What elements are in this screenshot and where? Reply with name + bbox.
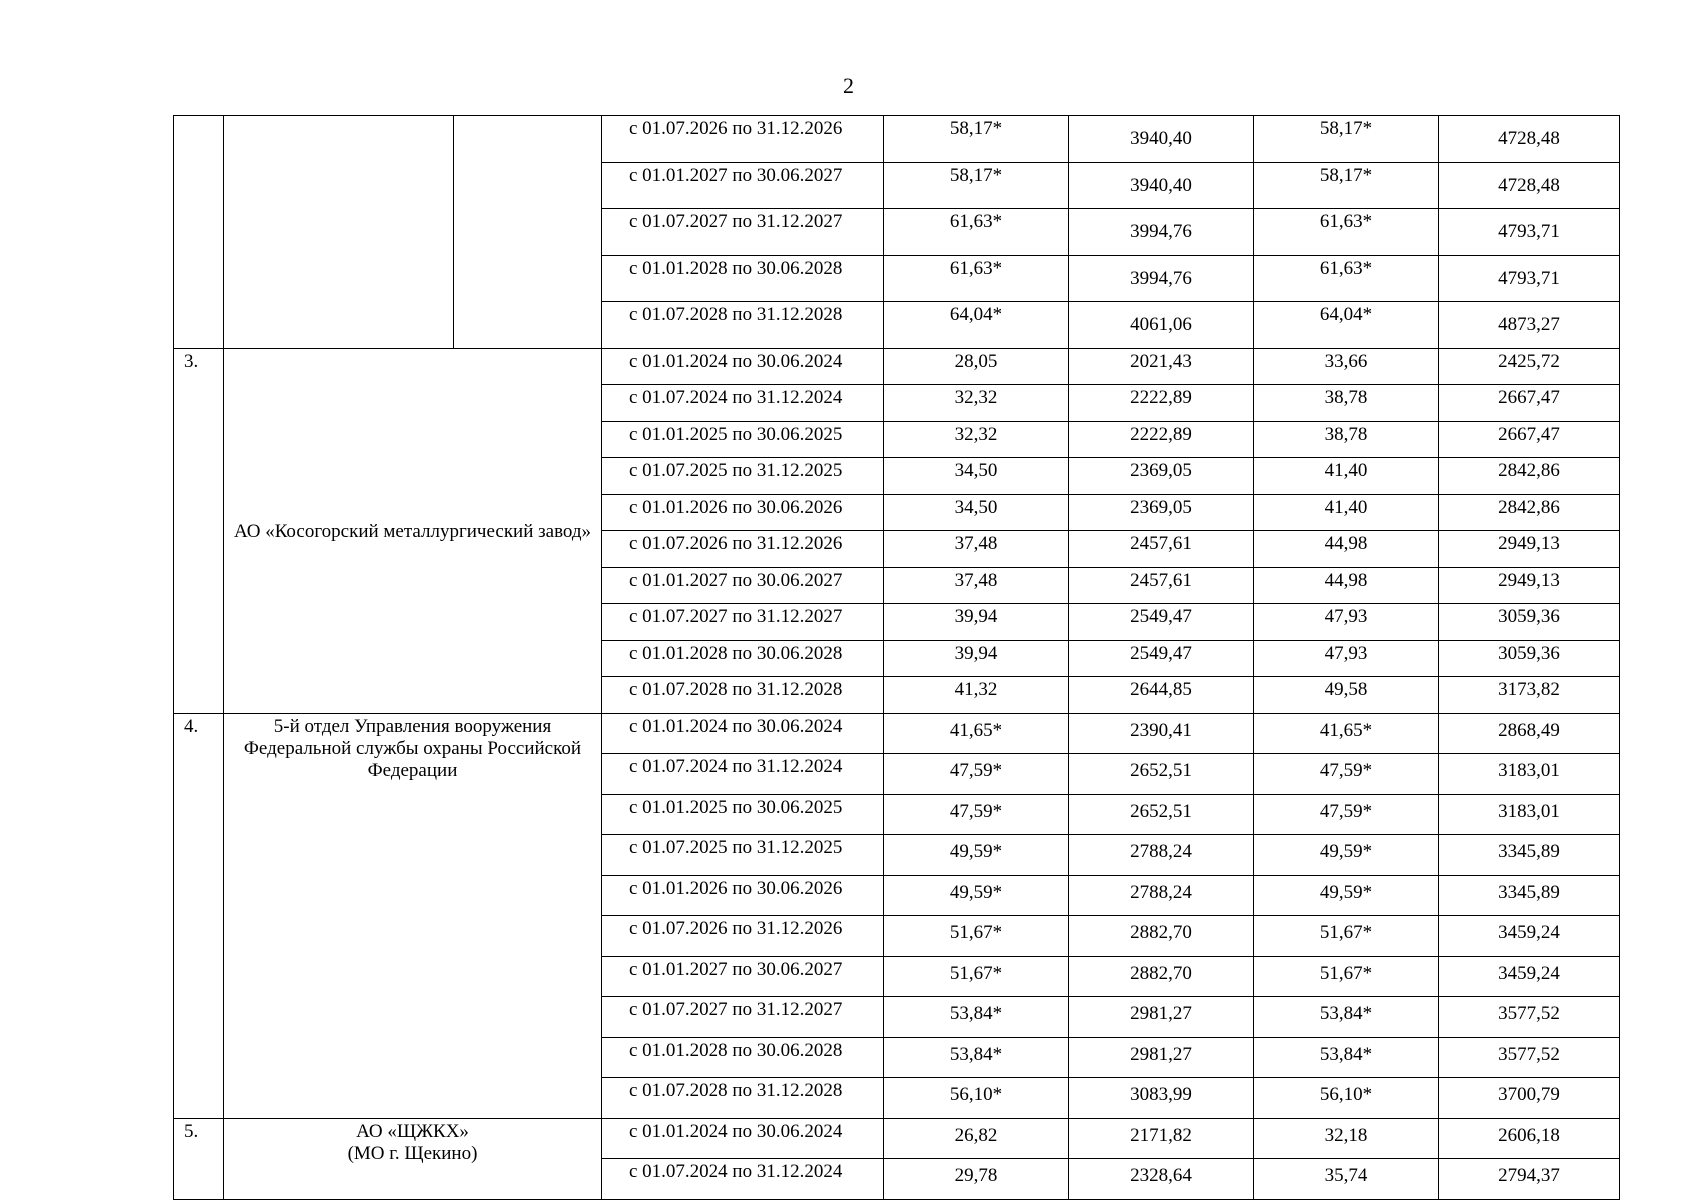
value-cell: 28,05: [884, 348, 1069, 385]
value-cell: 64,04*: [884, 302, 1069, 349]
value-cell: 51,67*: [884, 916, 1069, 957]
value-cell: 2328,64: [1069, 1159, 1254, 1200]
value-cell: 4793,71: [1439, 255, 1620, 302]
value-cell: 3577,52: [1439, 997, 1620, 1038]
value-cell: 2882,70: [1069, 916, 1254, 957]
value-cell: 4873,27: [1439, 302, 1620, 349]
value-cell: 3459,24: [1439, 956, 1620, 997]
organization-name: 5-й отдел Управления вооружения Федеральной службы охраны Российской Федерации: [224, 713, 602, 1118]
value-cell: 32,18: [1254, 1118, 1439, 1159]
value-cell: 2457,61: [1069, 567, 1254, 604]
value-cell: 3994,76: [1069, 255, 1254, 302]
value-cell: 26,82: [884, 1118, 1069, 1159]
value-cell: 61,63*: [884, 255, 1069, 302]
value-cell: 3700,79: [1439, 1078, 1620, 1119]
value-cell: 41,32: [884, 677, 1069, 714]
value-cell: 3940,40: [1069, 162, 1254, 209]
value-cell: 2842,86: [1439, 458, 1620, 495]
value-cell: 3083,99: [1069, 1078, 1254, 1119]
value-cell: 2882,70: [1069, 956, 1254, 997]
period-cell: с 01.07.2027 по 31.12.2027: [602, 997, 884, 1038]
value-cell: 2981,27: [1069, 997, 1254, 1038]
value-cell: 2171,82: [1069, 1118, 1254, 1159]
period-cell: с 01.07.2024 по 31.12.2024: [602, 1159, 884, 1200]
period-cell: с 01.01.2024 по 30.06.2024: [602, 1118, 884, 1159]
value-cell: 3173,82: [1439, 677, 1620, 714]
period-cell: с 01.07.2024 по 31.12.2024: [602, 385, 884, 422]
value-cell: 2369,05: [1069, 494, 1254, 531]
value-cell: 3345,89: [1439, 875, 1620, 916]
period-cell: с 01.07.2024 по 31.12.2024: [602, 754, 884, 795]
value-cell: 34,50: [884, 458, 1069, 495]
value-cell: 53,84*: [884, 997, 1069, 1038]
row-number: 5.: [174, 1118, 224, 1199]
value-cell: 4793,71: [1439, 209, 1620, 256]
value-cell: 3345,89: [1439, 835, 1620, 876]
value-cell: 2369,05: [1069, 458, 1254, 495]
value-cell: 2788,24: [1069, 875, 1254, 916]
value-cell: 41,65*: [1254, 713, 1439, 754]
page-number: 2: [843, 73, 854, 98]
value-cell: 47,59*: [1254, 794, 1439, 835]
value-cell: 2667,47: [1439, 421, 1620, 458]
value-cell: 3577,52: [1439, 1037, 1620, 1078]
value-cell: 2949,13: [1439, 531, 1620, 568]
value-cell: 33,66: [1254, 348, 1439, 385]
period-cell: с 01.01.2028 по 30.06.2028: [602, 640, 884, 677]
value-cell: 38,78: [1254, 385, 1439, 422]
period-cell: с 01.01.2026 по 30.06.2026: [602, 494, 884, 531]
value-cell: 51,67*: [1254, 916, 1439, 957]
organization-location-line: (МО г. Щекино): [347, 1142, 478, 1164]
value-cell: 41,40: [1254, 458, 1439, 495]
value-cell: 2794,37: [1439, 1159, 1620, 1200]
table-row: [174, 1118, 1620, 1159]
value-cell: 47,59*: [1254, 754, 1439, 795]
value-cell: 37,48: [884, 531, 1069, 568]
tariff-table: [173, 115, 1620, 1200]
table-row: [174, 348, 1620, 385]
value-cell: 56,10*: [1254, 1078, 1439, 1119]
period-cell: с 01.07.2028 по 31.12.2028: [602, 677, 884, 714]
value-cell: 4728,48: [1439, 162, 1620, 209]
value-cell: 3994,76: [1069, 209, 1254, 256]
period-cell: с 01.07.2026 по 31.12.2026: [602, 916, 884, 957]
empty-cell: [454, 116, 602, 349]
row-number: 4.: [174, 713, 224, 1118]
value-cell: 2222,89: [1069, 421, 1254, 458]
value-cell: 2644,85: [1069, 677, 1254, 714]
row-number: [174, 116, 224, 349]
period-cell: с 01.01.2025 по 30.06.2025: [602, 421, 884, 458]
value-cell: 2549,47: [1069, 604, 1254, 641]
value-cell: 39,94: [884, 640, 1069, 677]
value-cell: 3059,36: [1439, 604, 1620, 641]
value-cell: 49,59*: [1254, 875, 1439, 916]
value-cell: 2667,47: [1439, 385, 1620, 422]
value-cell: 58,17*: [1254, 116, 1439, 163]
value-cell: 44,98: [1254, 531, 1439, 568]
value-cell: 47,93: [1254, 604, 1439, 641]
organization-name: [224, 116, 454, 349]
table-row: [174, 713, 1620, 754]
row-number: 3.: [174, 348, 224, 713]
value-cell: 61,63*: [1254, 209, 1439, 256]
value-cell: 2457,61: [1069, 531, 1254, 568]
value-cell: 61,63*: [1254, 255, 1439, 302]
period-cell: с 01.01.2027 по 30.06.2027: [602, 567, 884, 604]
period-cell: с 01.01.2028 по 30.06.2028: [602, 255, 884, 302]
value-cell: 29,78: [884, 1159, 1069, 1200]
value-cell: 2788,24: [1069, 835, 1254, 876]
value-cell: 2222,89: [1069, 385, 1254, 422]
value-cell: 3183,01: [1439, 794, 1620, 835]
value-cell: 2981,27: [1069, 1037, 1254, 1078]
value-cell: 32,32: [884, 385, 1069, 422]
period-cell: с 01.01.2027 по 30.06.2027: [602, 162, 884, 209]
value-cell: 3459,24: [1439, 916, 1620, 957]
value-cell: 2390,41: [1069, 713, 1254, 754]
value-cell: 3940,40: [1069, 116, 1254, 163]
period-cell: с 01.07.2027 по 31.12.2027: [602, 209, 884, 256]
value-cell: 2549,47: [1069, 640, 1254, 677]
period-cell: с 01.07.2025 по 31.12.2025: [602, 835, 884, 876]
value-cell: 3183,01: [1439, 754, 1620, 795]
value-cell: 2606,18: [1439, 1118, 1620, 1159]
period-cell: с 01.01.2024 по 30.06.2024: [602, 348, 884, 385]
value-cell: 4061,06: [1069, 302, 1254, 349]
value-cell: 2949,13: [1439, 567, 1620, 604]
table-row: [174, 116, 1620, 163]
period-cell: с 01.07.2025 по 31.12.2025: [602, 458, 884, 495]
value-cell: 2842,86: [1439, 494, 1620, 531]
period-cell: с 01.01.2027 по 30.06.2027: [602, 956, 884, 997]
value-cell: 58,17*: [884, 162, 1069, 209]
value-cell: 58,17*: [1254, 162, 1439, 209]
value-cell: 34,50: [884, 494, 1069, 531]
organization-name: [224, 1118, 602, 1199]
period-cell: с 01.01.2026 по 30.06.2026: [602, 875, 884, 916]
value-cell: 64,04*: [1254, 302, 1439, 349]
period-cell: с 01.01.2024 по 30.06.2024: [602, 713, 884, 754]
period-cell: с 01.01.2028 по 30.06.2028: [602, 1037, 884, 1078]
period-cell: с 01.07.2028 по 31.12.2028: [602, 302, 884, 349]
period-cell: с 01.01.2025 по 30.06.2025: [602, 794, 884, 835]
value-cell: 56,10*: [884, 1078, 1069, 1119]
value-cell: 51,67*: [884, 956, 1069, 997]
value-cell: 37,48: [884, 567, 1069, 604]
value-cell: 47,93: [1254, 640, 1439, 677]
value-cell: 41,40: [1254, 494, 1439, 531]
value-cell: 47,59*: [884, 754, 1069, 795]
organization-name-line: АО «ЩЖКХ»: [356, 1120, 469, 1142]
value-cell: 32,32: [884, 421, 1069, 458]
organization-name: АО «Косогорский металлургический завод»: [224, 348, 602, 713]
value-cell: 53,84*: [884, 1037, 1069, 1078]
value-cell: 2868,49: [1439, 713, 1620, 754]
value-cell: 2652,51: [1069, 794, 1254, 835]
value-cell: 49,58: [1254, 677, 1439, 714]
period-cell: с 01.07.2028 по 31.12.2028: [602, 1078, 884, 1119]
period-cell: с 01.07.2027 по 31.12.2027: [602, 604, 884, 641]
value-cell: 61,63*: [884, 209, 1069, 256]
value-cell: 4728,48: [1439, 116, 1620, 163]
value-cell: 44,98: [1254, 567, 1439, 604]
value-cell: 2021,43: [1069, 348, 1254, 385]
value-cell: 49,59*: [884, 875, 1069, 916]
value-cell: 41,65*: [884, 713, 1069, 754]
value-cell: 39,94: [884, 604, 1069, 641]
value-cell: 2652,51: [1069, 754, 1254, 795]
value-cell: 51,67*: [1254, 956, 1439, 997]
period-cell: с 01.07.2026 по 31.12.2026: [602, 531, 884, 568]
value-cell: 53,84*: [1254, 997, 1439, 1038]
period-cell: с 01.07.2026 по 31.12.2026: [602, 116, 884, 163]
value-cell: 49,59*: [884, 835, 1069, 876]
value-cell: 47,59*: [884, 794, 1069, 835]
value-cell: 3059,36: [1439, 640, 1620, 677]
value-cell: 49,59*: [1254, 835, 1439, 876]
value-cell: 35,74: [1254, 1159, 1439, 1200]
value-cell: 53,84*: [1254, 1037, 1439, 1078]
value-cell: 2425,72: [1439, 348, 1620, 385]
value-cell: 38,78: [1254, 421, 1439, 458]
value-cell: 58,17*: [884, 116, 1069, 163]
